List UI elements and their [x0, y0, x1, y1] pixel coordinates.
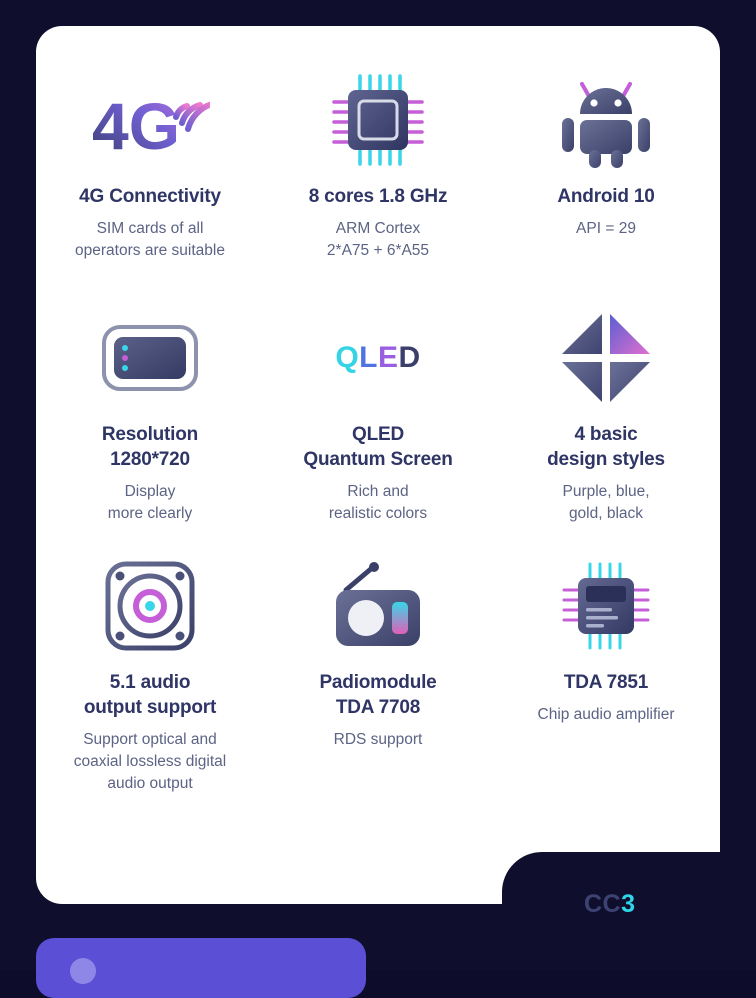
feature-qled-screen	[264, 276, 492, 524]
feature-desc: Purple, blue, gold, black	[562, 483, 650, 522]
feature-desc: SIM cards of all operators are suitable	[75, 220, 225, 259]
bottom-panel-icon	[70, 958, 96, 984]
feature-amplifier	[492, 524, 720, 786]
design-styles-icon	[502, 306, 710, 410]
feature-title: QLED Quantum Screen	[303, 424, 453, 470]
feature-row	[36, 276, 720, 524]
brand-logo-accent: 3	[621, 890, 636, 918]
qled-letter-q: Q	[335, 341, 360, 374]
feature-resolution	[36, 276, 264, 524]
feature-title: Android 10	[557, 186, 655, 207]
feature-row	[36, 524, 720, 792]
feature-desc: RDS support	[333, 731, 423, 748]
feature-desc: API = 29	[576, 220, 636, 237]
feature-grid	[36, 26, 720, 792]
4g-signal-icon	[46, 68, 254, 172]
screen-resolution-icon	[46, 306, 254, 410]
feature-4g-connectivity	[36, 26, 264, 276]
brand-logo-primary: CC	[584, 890, 622, 918]
radio-module-icon	[274, 554, 482, 658]
feature-title: Padiomodule TDA 7708	[319, 672, 437, 718]
feature-title: TDA 7851	[563, 672, 649, 693]
feature-title: 4 basic design styles	[547, 424, 665, 470]
feature-audio-output	[36, 524, 264, 792]
feature-desc: Chip audio amplifier	[537, 706, 675, 723]
feature-radio-module	[264, 524, 492, 786]
svg-text:4G: 4G	[92, 89, 181, 163]
feature-title: 8 cores 1.8 GHz	[308, 186, 448, 207]
qled-letter-e: E	[377, 341, 399, 374]
cpu-chip-icon	[274, 68, 482, 172]
feature-android-version	[492, 26, 720, 276]
feature-cpu-cores	[264, 26, 492, 276]
feature-desc: Support optical and coaxial lossless digital audio output	[73, 731, 227, 792]
feature-title: Resolution 1280*720	[101, 424, 199, 470]
speaker-audio-icon	[46, 554, 254, 658]
feature-desc: Rich and realistic colors	[328, 483, 428, 522]
feature-desc: ARM Cortex 2*A75 + 6*A55	[326, 220, 430, 259]
android-robot-icon	[502, 68, 710, 172]
brand-logo	[584, 890, 636, 919]
feature-title: 5.1 audio output support	[83, 672, 217, 718]
feature-title: 4G Connectivity	[79, 186, 221, 207]
feature-design-styles	[492, 276, 720, 524]
feature-desc: Display more clearly	[107, 483, 193, 522]
qled-logo-icon	[274, 306, 482, 410]
qled-letter-l: L	[359, 341, 378, 374]
qled-letter-d: D	[398, 341, 421, 374]
amplifier-chip-icon	[502, 554, 710, 658]
feature-row	[36, 26, 720, 276]
